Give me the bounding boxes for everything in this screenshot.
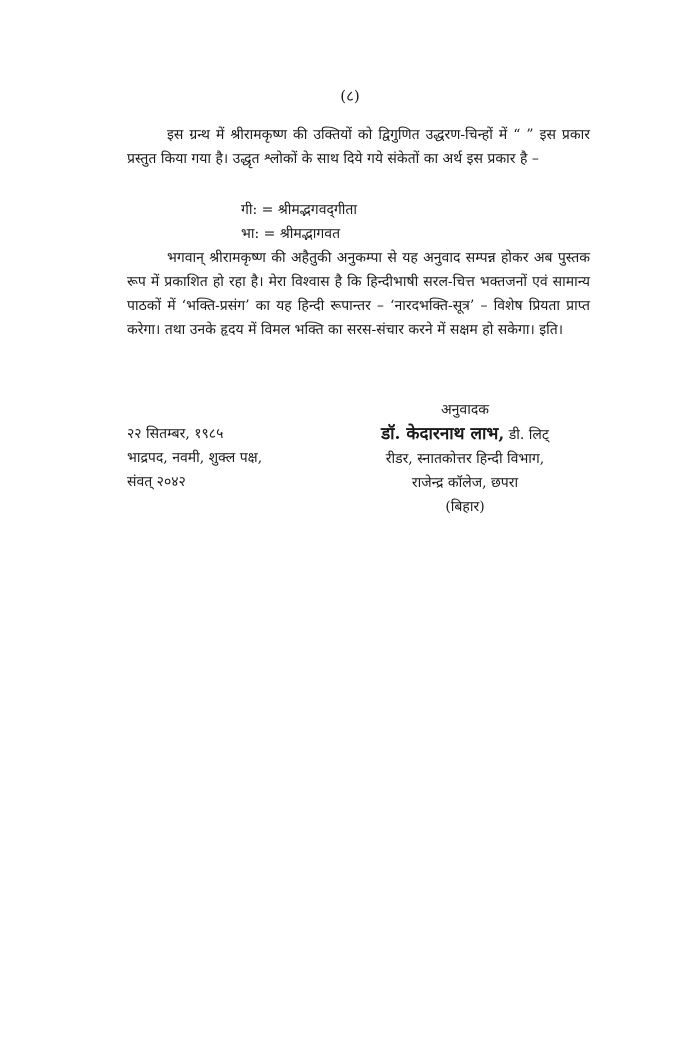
translator-degree: डी. लिट्	[508, 427, 549, 443]
translator-role: अनुवादक	[440, 402, 490, 418]
translator-block	[340, 398, 590, 519]
translator-name-line	[340, 422, 590, 447]
translation-paragraph: भगवान् श्रीरामकृष्ण की अहैतुकी अनुकम्पा से यह अनुवाद सम्पन्न होकर अब पुस्तक रूप में प्रकाशित हो रहा है। मेरा विश्वास है कि हिन्दीभाषी सरल-चित्त भक्तजनों एवं सामान्य पाठकों में ‘भक्ति-प्रसंग’ का यह हिन्दी रूपान्तर – ‘नारदभक्ति-सूत्र’ – विशेष प्रियता प्राप्त करेगा। तथा उनके हृदय में विमल भक्ति का सरस-संचार करने में सक्षम हो सकेगा। इति।	[127, 250, 590, 338]
abbreviation-list	[241, 198, 357, 246]
translator-college: राजेन्द्र कॉलेज, छपरा	[411, 475, 519, 491]
abbreviation-gita: गी: = श्रीमद्भगवद्‌गीता	[241, 202, 358, 218]
intro-paragraph: इस ग्रन्थ में श्रीरामकृष्ण की उक्तियों को द्विगुणित उद्धरण-चिन्हों में “ ” इस प्रकार प्रस्तुत किया गया है। उद्धृत श्लोकों के साथ दिये गये संकेतों का अर्थ इस प्रकार है –	[127, 127, 590, 167]
page-number: (८)	[340, 87, 360, 105]
date-hindu-calendar: भाद्रपद, नवमी, शुक्ल पक्ष,	[127, 450, 263, 466]
translator-name: डॉ. केदारनाथ लाभ,	[381, 424, 505, 444]
abbreviation-bhagavat: भा: = श्रीमद्भागवत	[241, 226, 341, 242]
date-block	[127, 422, 262, 494]
date-gregorian: २२ सितम्बर, १९८५	[127, 426, 224, 442]
date-samvat: संवत् २०४२	[127, 474, 186, 490]
translator-state: (बिहार)	[445, 499, 485, 515]
translator-position: रीडर, स्नातकोत्तर हिन्दी विभाग,	[385, 451, 545, 467]
